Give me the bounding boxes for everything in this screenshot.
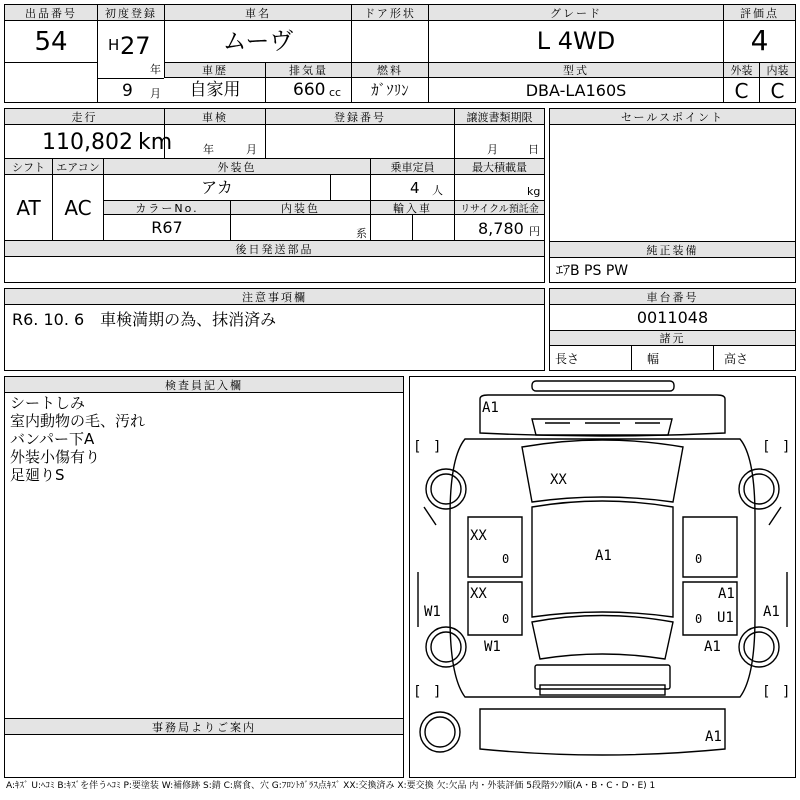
int-color-unit: 系: [356, 227, 367, 240]
height-label: 高さ: [724, 352, 749, 366]
displacement-label: 排気量: [266, 63, 351, 77]
history: 自家用: [189, 80, 241, 100]
reg-no: [266, 126, 454, 156]
front-bumper-body: [480, 395, 725, 436]
hood: [522, 440, 683, 502]
rear-left-wheel: [426, 627, 466, 667]
grade-label: グレード: [429, 5, 723, 21]
import-label: 輸入車: [371, 201, 454, 215]
capacity-unit: 人: [432, 184, 443, 197]
model: DBA-LA160S: [525, 80, 627, 100]
mark-rr-zero: 0: [695, 612, 703, 626]
inspector-label: 検査員記入欄: [5, 377, 403, 393]
ext-color: アカ: [201, 178, 233, 197]
width-label: 幅: [647, 352, 660, 366]
transfer-month-unit: 月: [487, 143, 498, 156]
mileage-unit: km: [138, 130, 173, 155]
load-label: 最大積載量: [455, 159, 544, 175]
mileage: 110,802: [42, 130, 133, 155]
mark-fr-zero: 0: [695, 552, 703, 566]
length-label: 長さ: [555, 352, 580, 366]
bracket-left-4: [: [762, 684, 771, 700]
front-left-wheel: [426, 469, 466, 509]
car-outline: [410, 377, 795, 777]
transfer-day-unit: 日: [528, 143, 539, 156]
recycle-unit: 円: [529, 225, 540, 238]
office-label: 事務局よりご案内: [5, 719, 403, 735]
equipment: ｴｱB PS PW: [556, 263, 629, 279]
mark-fl-door-xx: XX: [470, 528, 487, 544]
shift: AT: [16, 196, 41, 220]
equipment-label: 純正装備: [550, 242, 795, 258]
mark-l-side-w1: W1: [424, 604, 441, 620]
ac-label: エアコン: [53, 159, 103, 175]
damage-diagram: [409, 376, 796, 778]
car-name: ムーヴ: [222, 27, 294, 55]
inspector-line: 足廻りS: [10, 466, 65, 484]
color-no: R67: [151, 218, 183, 237]
rear-right-wheel: [739, 627, 779, 667]
chassis-no: 0011048: [636, 308, 709, 327]
door-label: ドア形状: [352, 5, 428, 21]
inspection-label: 車検: [165, 109, 265, 125]
mark-fl-zero: 0: [502, 552, 510, 566]
chassis-label: 車台番号: [550, 289, 795, 305]
bracket-right-2: ]: [782, 439, 791, 455]
inspector-line: 外装小傷有り: [10, 448, 101, 466]
history-label: 車歴: [165, 63, 265, 77]
caution-label: 注意事項欄: [5, 289, 544, 305]
recycle: 8,780: [478, 219, 524, 238]
mark-rl-door-xx: XX: [470, 586, 487, 602]
sales-points-label: セールスポイント: [550, 109, 795, 125]
bracket-right-3: ]: [433, 684, 442, 700]
bracket-right-4: ]: [782, 684, 791, 700]
load-unit: kg: [527, 185, 541, 198]
transfer-label: 譲渡書類期限: [455, 109, 544, 125]
capacity-label: 乗車定員: [371, 159, 454, 175]
mark-front-a1: A1: [482, 400, 499, 416]
front-bumper-shape: [532, 381, 674, 391]
door-value: [352, 22, 428, 60]
displacement-unit: cc: [329, 86, 342, 99]
score: 4: [750, 24, 769, 57]
inspector-line: バンパー下A: [10, 430, 95, 448]
spare-wheel: [420, 712, 460, 752]
ac: AC: [64, 196, 92, 220]
score-label: 評価点: [724, 5, 795, 21]
mark-hood-xx: XX: [550, 472, 567, 488]
lot-number: 54: [34, 27, 68, 57]
era: H: [108, 36, 120, 54]
mark-rear-bumper-a1: A1: [705, 729, 722, 745]
ext-grade: C: [734, 78, 749, 103]
bracket-left-2: [: [762, 439, 771, 455]
fuel-label: 燃料: [352, 63, 428, 77]
first-reg-label: 初度登録: [98, 5, 164, 21]
caution-text: R6. 10. 6 車検満期の為、抹消済み: [12, 310, 277, 329]
inspector-line: シートしみ: [10, 394, 86, 412]
int-color-label: 内装色: [231, 201, 370, 215]
insp-year-unit: 年: [203, 143, 214, 156]
front-right-wheel: [739, 469, 779, 509]
car-name-label: 車名: [165, 5, 351, 21]
rear-bumper: [480, 709, 725, 755]
legend: A:ｷｽﾞ U:ﾍｺﾐ B:ｷｽﾞを伴うﾍｺﾐ P:要塗装 W:補修跡 S:錆 C:腐食、穴 G:ﾌﾛﾝﾄｶﾞﾗｽ点ｷｽﾞ XX:交換済み X:要交換 欠:欠品 内・外装評価 5段階ﾗﾝｸ順(A・B・C・D・E) 1: [6, 781, 656, 791]
model-label: 型式: [429, 63, 723, 77]
mark-l-fender-w1: W1: [484, 639, 501, 655]
bracket-right-1: ]: [433, 439, 442, 455]
capacity: 4: [410, 179, 420, 197]
int-label: 内装: [760, 63, 795, 77]
inspector-line: 室内動物の毛、汚れ: [10, 412, 146, 430]
grade: L 4WD: [536, 27, 616, 55]
reg-month: 9: [122, 81, 133, 101]
month-unit: 月: [150, 87, 161, 100]
reg-no-label: 登録番号: [266, 109, 454, 125]
bracket-left-1: [: [413, 439, 422, 455]
fuel: ｶﾞｿﾘﾝ: [371, 81, 409, 99]
year-unit: 年: [150, 63, 161, 76]
ext-label: 外装: [724, 63, 759, 77]
dims-label: 諸元: [550, 331, 795, 346]
shift-label: シフト: [5, 159, 52, 175]
int-grade: C: [770, 78, 785, 103]
color-no-label: カラーNo.: [104, 201, 230, 215]
mark-rear-a1: A1: [704, 639, 721, 655]
reg-year: 27: [120, 32, 151, 60]
lot-label: 出品番号: [5, 5, 97, 21]
mark-rl-zero: 0: [502, 612, 510, 626]
mark-roof-a1: A1: [595, 548, 612, 564]
later-parts-label: 後日発送部品: [5, 241, 544, 257]
body-outline: [450, 439, 755, 697]
displacement: 660: [293, 80, 326, 100]
ext-color-label: 外装色: [104, 159, 370, 175]
mark-r-side-a1: A1: [763, 604, 780, 620]
mark-rr-u1: U1: [717, 610, 734, 626]
bracket-left-3: [: [413, 684, 422, 700]
insp-month-unit: 月: [246, 143, 257, 156]
mileage-label: 走行: [5, 109, 164, 125]
recycle-label: リサイクル預託金: [455, 201, 544, 215]
mark-rr-door-a1: A1: [718, 586, 735, 602]
